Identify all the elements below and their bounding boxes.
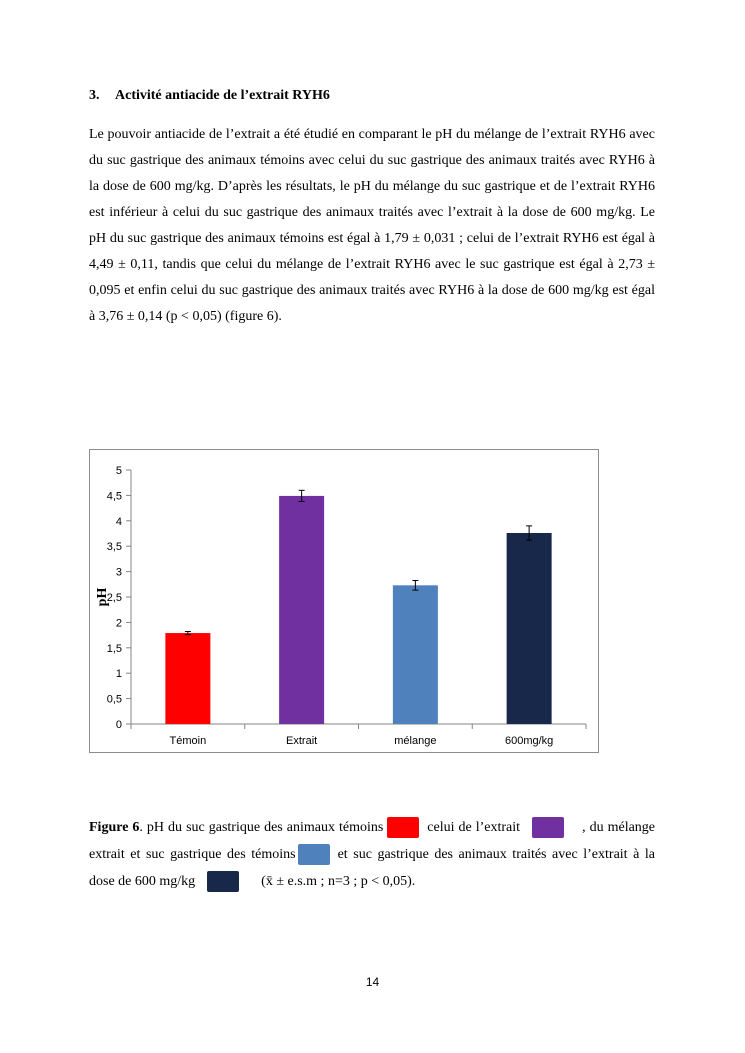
x-tick-label: Témoin xyxy=(169,735,207,747)
figure-6-chart xyxy=(89,449,599,753)
page-number: 14 xyxy=(365,975,380,989)
section-number: 3. xyxy=(89,88,100,103)
x-tick-label: mélange xyxy=(394,735,437,747)
caption-text-2: celui de l’extrait xyxy=(427,820,521,835)
y-tick-label: 3,5 xyxy=(106,541,122,554)
swatch-melange xyxy=(298,844,330,865)
y-tick-label: 1 xyxy=(115,668,122,681)
x-tick-label: 600mg/kg xyxy=(504,735,554,747)
bar-2 xyxy=(393,585,438,724)
caption-label: Figure 6 xyxy=(89,820,140,835)
body-paragraph: Le pouvoir antiacide de l’extrait a été étudié en comparant le pH du mélange de l’extrait RYH6 avec du suc gastrique des animaux témoins avec celui du suc gastrique des animaux traités avec RYH6 à la dose de 600 mg/kg. D’après les résultats, le pH du mélange du suc gastrique et de l’extrait RYH6 est inférieur à celui du suc gastrique des animaux traités avec l’extrait à la dose de 600 mg/kg. Le pH du suc gastrique des animaux témoins est égal à 1,79 ± 0,031 ; celui de l’extrait RYH6 est égal à 4,49 ± 0,11, tandis que celui du mélange de l’extrait RYH6 avec le suc gastrique est égal à 2,73 ± 0,095 et enfin celui du suc gastrique des animaux traités avec RYH6 à la dose de 600 mg/kg est égal à 3,76 ± 0,14 (p < 0,05) (figure 6). xyxy=(89,127,655,324)
y-tick-label: 4,5 xyxy=(106,490,122,503)
swatch-temoin xyxy=(387,817,419,838)
y-tick-label: 4 xyxy=(115,515,122,528)
caption-text-4: et suc gastrique des animaux traités avec l’extrait à la dose de 600 mg/kg xyxy=(89,847,655,889)
bar-3 xyxy=(507,533,552,724)
swatch-extrait xyxy=(532,817,564,838)
bar-1 xyxy=(279,496,324,724)
y-tick-label: 1,5 xyxy=(106,642,122,655)
bar-chart xyxy=(90,450,600,754)
bar-0 xyxy=(165,633,210,724)
x-tick-label: Extrait xyxy=(286,735,318,747)
section-heading xyxy=(89,88,330,104)
y-tick-label: 0,5 xyxy=(106,693,122,706)
caption-text-1: . pH du suc gastrique des animaux témoins xyxy=(139,820,384,835)
section-title: Activité antiacide de l’extrait RYH6 xyxy=(115,88,330,103)
caption-text-3: , du mélange extrait et suc gastrique des témoins xyxy=(89,820,656,862)
y-tick-label: 3 xyxy=(115,566,122,579)
y-tick-label: 5 xyxy=(115,465,122,477)
y-tick-label: 2 xyxy=(115,617,122,630)
caption-stats: (x̄ ± e.s.m ; n=3 ; p < 0,05). xyxy=(261,874,416,889)
y-tick-label: 0 xyxy=(115,719,122,731)
figure-caption xyxy=(89,814,655,895)
swatch-600mgkg xyxy=(207,871,239,892)
y-tick-label: 2,5 xyxy=(106,592,122,604)
y-axis-title: pH xyxy=(95,587,110,607)
